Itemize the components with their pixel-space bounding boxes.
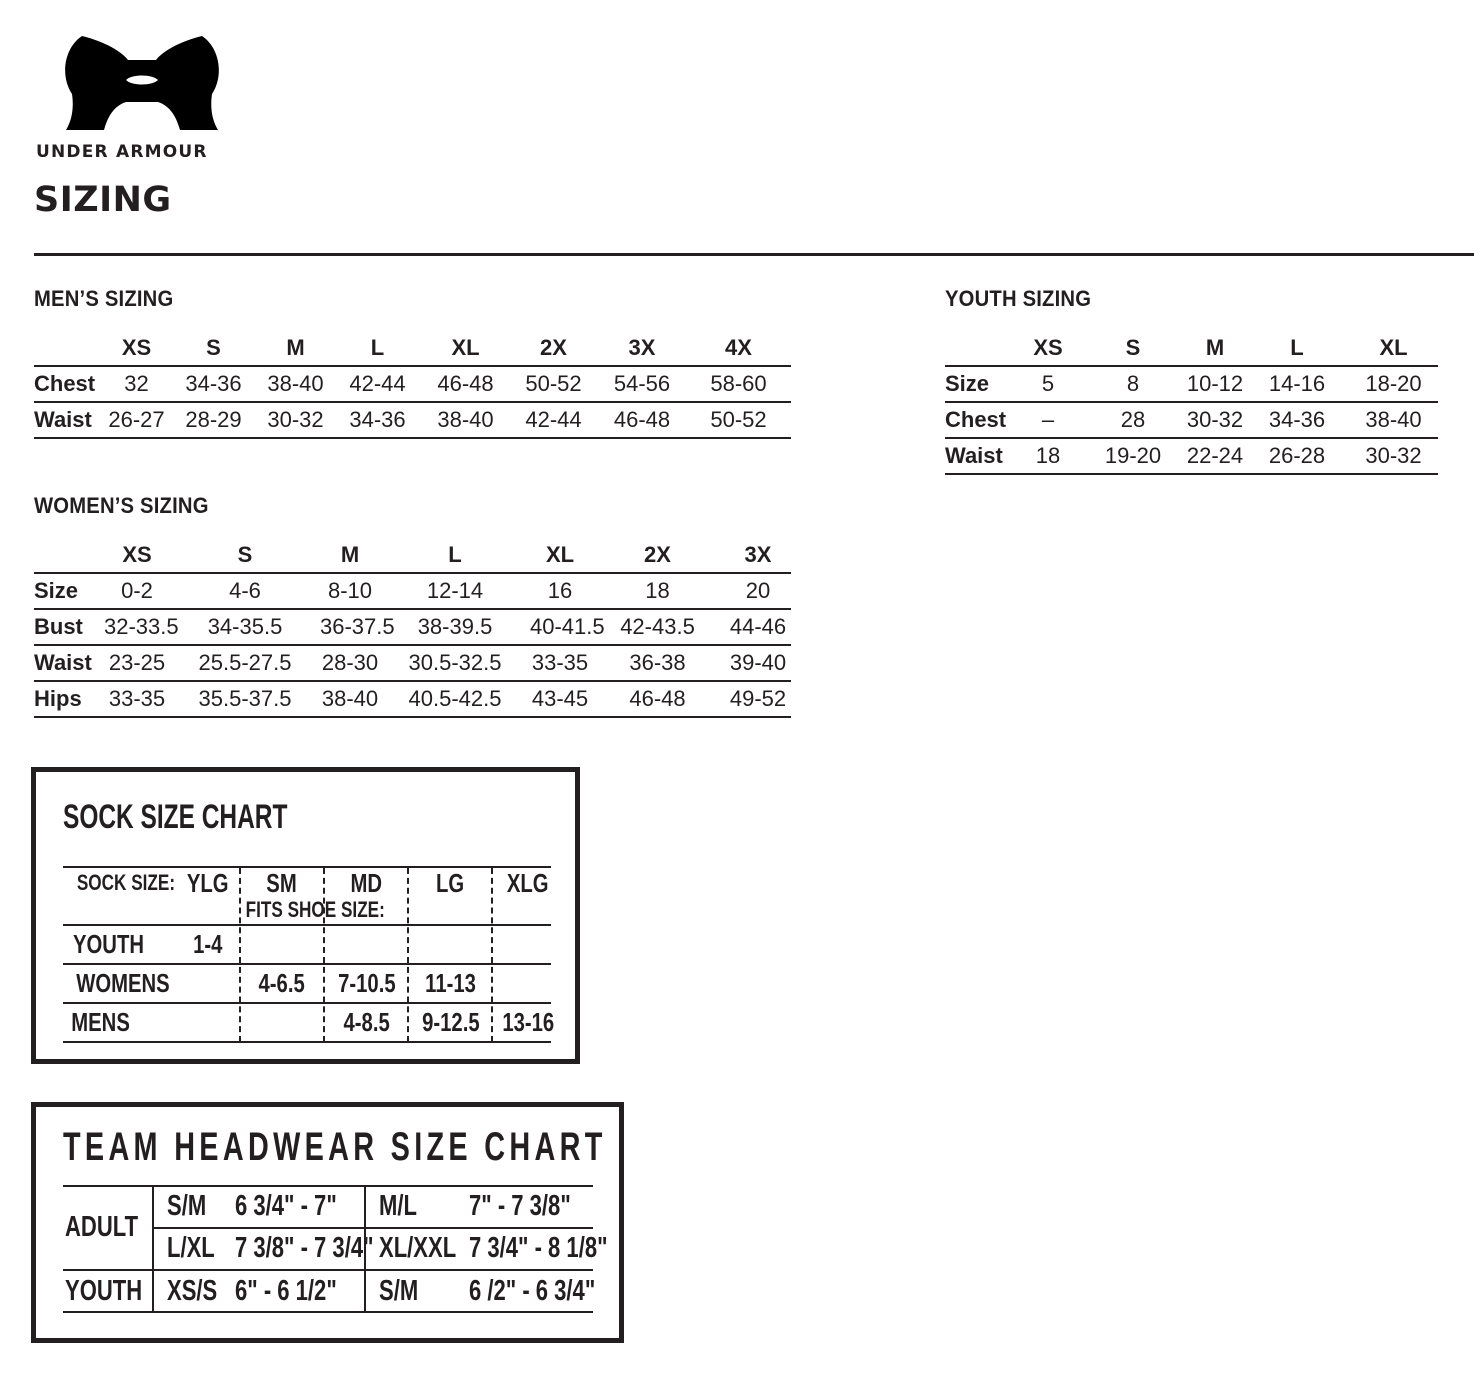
size-header: XL: [422, 331, 509, 366]
under-armour-logo-icon: [62, 34, 222, 130]
sock-row-womens: [63, 965, 551, 1004]
value-cell: 33-35: [104, 681, 170, 717]
table-row: [34, 645, 791, 681]
value-cell: 38-40: [422, 402, 509, 438]
table-row: [34, 402, 791, 438]
headwear-range: 6 3/4" - 7": [235, 1190, 337, 1222]
team-headwear-size-chart: [31, 1102, 624, 1343]
value-cell: 32: [104, 366, 169, 402]
value-cell: 43-45: [530, 681, 590, 717]
corner-cell: [34, 538, 104, 573]
size-header: XL: [530, 538, 590, 573]
value-cell: 14-16: [1245, 366, 1349, 402]
sock-fit-value: [178, 926, 238, 963]
headwear-grid: [63, 1185, 608, 1313]
headwear-range: 7" - 7 3/8": [469, 1190, 571, 1222]
headwear-size: S/M: [379, 1275, 419, 1307]
value-cell: 32-33.5: [104, 609, 170, 645]
sock-row-label: [63, 1004, 181, 1041]
mens-sizing-title: MEN’S SIZING: [34, 286, 174, 311]
value-cell: 46-48: [422, 366, 509, 402]
size-header: M: [1185, 331, 1245, 366]
value-cell: 30-32: [1349, 438, 1438, 474]
value-cell: 46-48: [598, 402, 686, 438]
table-row: [34, 681, 791, 717]
value-cell: 34-36: [333, 402, 422, 438]
value-cell: 42-43.5: [590, 609, 725, 645]
value-cell: 18: [1015, 438, 1081, 474]
sock-divider: [491, 868, 493, 1042]
value-cell: 4-6: [170, 573, 320, 609]
value-cell: –: [1015, 402, 1081, 438]
value-cell: 25.5-27.5: [170, 645, 320, 681]
fits-shoe-row: [63, 896, 551, 926]
value-cell: 34-35.5: [170, 609, 320, 645]
sock-row-label: [63, 965, 181, 1002]
sock-size-chart: [31, 767, 580, 1064]
headwear-size: XS/S: [167, 1275, 218, 1307]
size-header: 2X: [590, 538, 725, 573]
size-header: M: [320, 538, 380, 573]
sock-size-ylg-text: YLG: [187, 867, 229, 898]
youth-sizing-title: YOUTH SIZING: [945, 286, 1092, 311]
size-header: M: [258, 331, 333, 366]
sock-fit-value: [409, 965, 492, 1002]
value-cell: 33-35: [530, 645, 590, 681]
value-cell: 30-32: [258, 402, 333, 438]
sock-chart-title: SOCK SIZE CHART: [63, 798, 288, 836]
headwear-size: XL/XXL: [379, 1232, 457, 1264]
sock-size-xlg: [493, 868, 563, 898]
row-label: Chest: [34, 366, 104, 402]
sock-size-md: [325, 868, 408, 898]
headwear-size: M/L: [379, 1190, 417, 1222]
row-label: Chest: [945, 402, 1015, 438]
sock-fit-value-text: 9-12.5: [421, 1007, 480, 1037]
value-cell: 28-29: [169, 402, 258, 438]
adult-label: ADULT: [65, 1211, 139, 1243]
sock-row-youth: [63, 926, 551, 965]
row-label: Size: [34, 573, 104, 609]
sock-size-sm: [240, 868, 323, 898]
value-cell: 18-20: [1349, 366, 1438, 402]
value-cell: 10-12: [1185, 366, 1245, 402]
sock-fit-value-text: 7-10.5: [337, 968, 396, 998]
sock-fit-value: [409, 1004, 492, 1041]
size-header: S: [1081, 331, 1185, 366]
value-cell: 12-14: [380, 573, 530, 609]
headwear-bottom-rule: [63, 1311, 593, 1313]
table-row: [34, 573, 791, 609]
sock-size-lg: [409, 868, 492, 898]
headwear-chart-title: TEAM HEADWEAR SIZE CHART: [63, 1125, 607, 1169]
sock-size-label-text: SOCK SIZE:: [76, 870, 176, 895]
table-row: [945, 438, 1438, 474]
value-cell: 50-52: [686, 402, 791, 438]
womens-sizing-table: [34, 538, 791, 718]
size-header: XL: [1349, 331, 1438, 366]
value-cell: 36-38: [590, 645, 725, 681]
size-header: L: [333, 331, 422, 366]
corner-cell: [34, 331, 104, 366]
value-cell: 30-32: [1185, 402, 1245, 438]
sock-row-label-text: WOMENS: [76, 968, 170, 998]
value-cell: 40-41.5: [530, 609, 590, 645]
row-label: Size: [945, 366, 1015, 402]
value-cell: 46-48: [590, 681, 725, 717]
value-cell: 5: [1015, 366, 1081, 402]
sock-row-label-text: YOUTH: [73, 929, 144, 959]
sock-size-ylg: [178, 868, 238, 898]
sock-size-xlg-text: XLG: [507, 867, 549, 898]
headwear-top-rule: [63, 1185, 593, 1187]
headwear-youth-rule: [63, 1269, 593, 1271]
value-cell: 39-40: [725, 645, 791, 681]
sock-fit-value: [325, 1004, 408, 1041]
headwear-range: 6 /2" - 6 3/4": [469, 1275, 596, 1307]
sock-header-row: [63, 866, 551, 898]
size-header: XS: [104, 538, 170, 573]
sock-row-mens: [63, 1004, 554, 1043]
value-cell: 19-20: [1081, 438, 1185, 474]
value-cell: 38-40: [1349, 402, 1438, 438]
sock-fit-value: [493, 1004, 563, 1041]
value-cell: 8-10: [320, 573, 380, 609]
value-cell: 50-52: [509, 366, 598, 402]
headwear-mid-rule: [153, 1227, 593, 1229]
size-header: 3X: [598, 331, 686, 366]
size-header: 2X: [509, 331, 598, 366]
sock-fit-value-text: 1-4: [193, 929, 223, 959]
size-header: L: [1245, 331, 1349, 366]
value-cell: 44-46: [725, 609, 791, 645]
value-cell: 28-30: [320, 645, 380, 681]
header-row: [945, 331, 1438, 366]
value-cell: 42-44: [509, 402, 598, 438]
sock-size-lg-text: LG: [436, 867, 465, 898]
sock-fit-value: [325, 965, 408, 1002]
value-cell: 38-40: [320, 681, 380, 717]
value-cell: 18: [590, 573, 725, 609]
womens-sizing-title: WOMEN’S SIZING: [34, 493, 209, 518]
brand-name: UNDER ARMOUR: [36, 142, 208, 162]
row-label: Bust: [34, 609, 104, 645]
size-header: S: [169, 331, 258, 366]
fits-shoe-label: [240, 896, 390, 924]
table-row: [34, 366, 791, 402]
size-header: XS: [1015, 331, 1081, 366]
size-header: XS: [104, 331, 169, 366]
value-cell: 58-60: [686, 366, 791, 402]
sock-row-label: [63, 926, 181, 963]
size-header: 3X: [725, 538, 791, 573]
value-cell: 26-28: [1245, 438, 1349, 474]
value-cell: 30.5-32.5: [380, 645, 530, 681]
value-cell: 35.5-37.5: [170, 681, 320, 717]
corner-cell: [945, 331, 1015, 366]
sock-size-md-text: MD: [350, 867, 383, 898]
value-cell: 34-36: [169, 366, 258, 402]
headwear-range: 7 3/8" - 7 3/4": [235, 1232, 374, 1264]
row-label: Waist: [34, 645, 104, 681]
value-cell: 8: [1081, 366, 1185, 402]
sock-fit-value-text: 4-8.5: [343, 1007, 390, 1037]
sock-size-label: [63, 868, 181, 898]
sock-row-label-text: MENS: [71, 1007, 130, 1037]
value-cell: 26-27: [104, 402, 169, 438]
headwear-range: 6" - 6 1/2": [235, 1275, 337, 1307]
sock-divider: [323, 868, 325, 1042]
header-row: [34, 538, 791, 573]
sock-divider: [239, 868, 241, 1042]
value-cell: 23-25: [104, 645, 170, 681]
youth-label: YOUTH: [65, 1275, 143, 1307]
table-row: [945, 402, 1438, 438]
fits-shoe-label-text: FITS SHOE SIZE:: [245, 897, 385, 922]
value-cell: 20: [725, 573, 791, 609]
row-label: Waist: [945, 438, 1015, 474]
row-label: Waist: [34, 402, 104, 438]
value-cell: 38-40: [258, 366, 333, 402]
sock-grid: [63, 860, 554, 1040]
value-cell: 42-44: [333, 366, 422, 402]
value-cell: 16: [530, 573, 590, 609]
value-cell: 22-24: [1185, 438, 1245, 474]
header-row: [34, 331, 791, 366]
sock-fit-value: [240, 965, 323, 1002]
headwear-size: S/M: [167, 1190, 207, 1222]
sock-fit-value-text: 11-13: [425, 968, 476, 998]
youth-sizing-table: [945, 331, 1438, 475]
sock-size-sm-text: SM: [266, 867, 297, 898]
sock-divider: [407, 868, 409, 1042]
mens-sizing-table: [34, 331, 791, 439]
value-cell: 54-56: [598, 366, 686, 402]
value-cell: 36-37.5: [320, 609, 380, 645]
size-header: S: [170, 538, 320, 573]
row-label: Hips: [34, 681, 104, 717]
table-row: [945, 366, 1438, 402]
value-cell: 40.5-42.5: [380, 681, 530, 717]
value-cell: 34-36: [1245, 402, 1349, 438]
header-divider: [34, 253, 1474, 256]
value-cell: 49-52: [725, 681, 791, 717]
size-header: 4X: [686, 331, 791, 366]
sock-fit-value-text: 4-6.5: [258, 968, 305, 998]
table-row: [34, 609, 791, 645]
headwear-label-divider: [152, 1185, 154, 1313]
value-cell: 0-2: [104, 573, 170, 609]
headwear-size: L/XL: [167, 1232, 215, 1264]
value-cell: 28: [1081, 402, 1185, 438]
sock-fit-value-text: 13-16: [502, 1007, 554, 1037]
value-cell: 38-39.5: [380, 609, 530, 645]
page-title: SIZING: [34, 180, 172, 220]
size-header: L: [380, 538, 530, 573]
headwear-range: 7 3/4" - 8 1/8": [469, 1232, 608, 1264]
